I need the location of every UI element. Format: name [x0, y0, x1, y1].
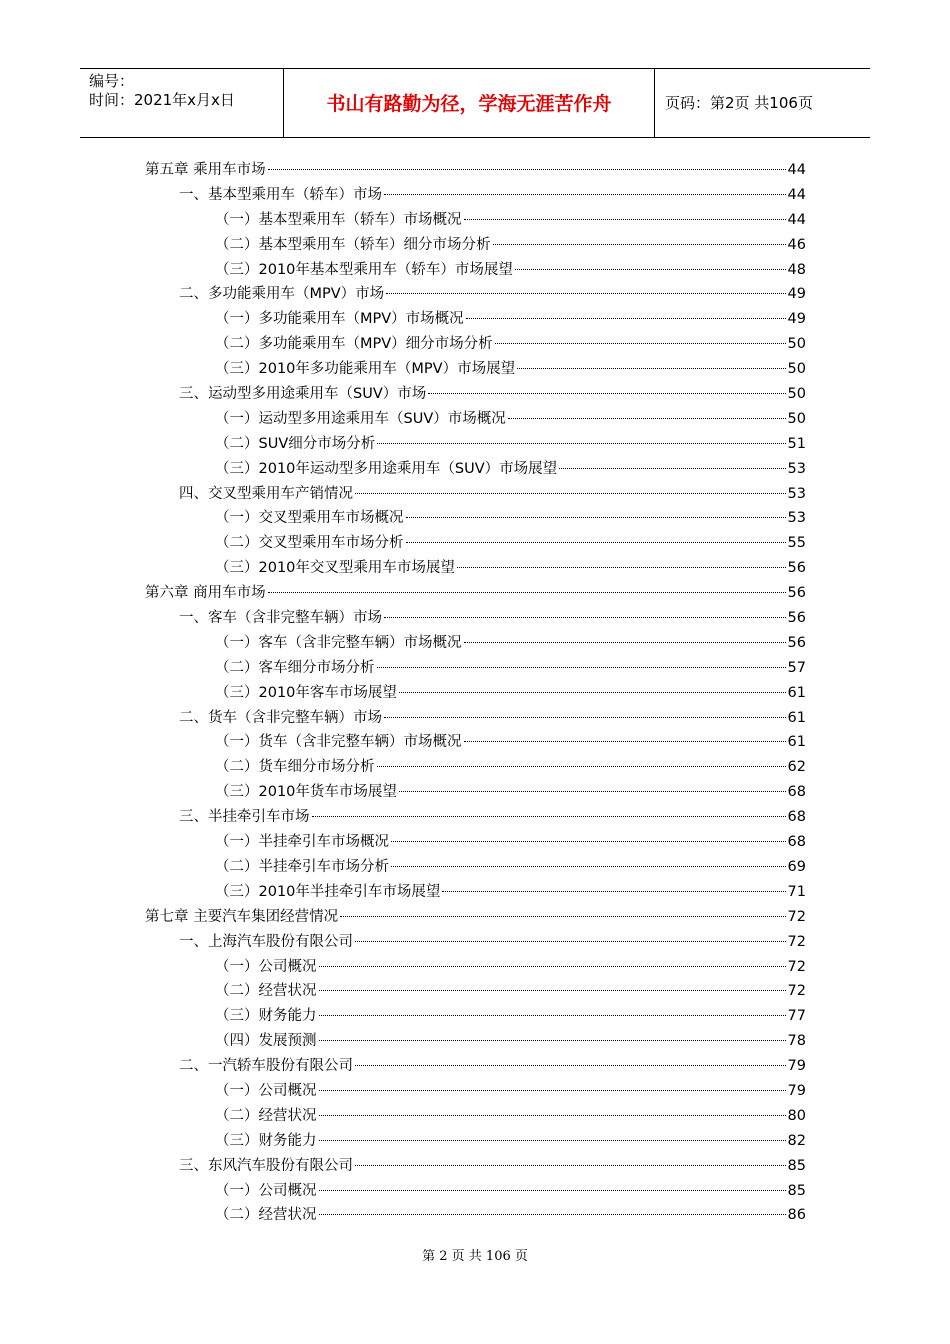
toc-dot-leader: [340, 916, 785, 917]
toc-entry-title: （三）2010年半挂牵引车市场展望: [215, 883, 441, 900]
toc-entry[interactable]: [145, 183, 806, 208]
toc-entry-title: 第七章 主要汽车集团经营情况: [145, 908, 339, 925]
toc-entry-title: （二）SUV细分市场分析: [215, 435, 376, 452]
toc-entry[interactable]: [145, 830, 806, 855]
document-date-label: 时间：2021年x月x日: [89, 91, 235, 109]
toc-entry-page-number: 56: [787, 610, 806, 627]
toc-entry-title: 四、交叉型乘用车产销情况: [179, 485, 353, 502]
toc-entry-page-number: 44: [787, 186, 806, 203]
toc-entry-page-number: 61: [787, 684, 806, 701]
toc-entry-title: （一）公司概况: [215, 1082, 317, 1099]
toc-dot-leader: [268, 169, 786, 170]
header-page-cell: [655, 69, 870, 137]
toc-entry-page-number: 68: [787, 834, 806, 851]
toc-entry-title: （二）货车细分市场分析: [215, 759, 375, 776]
toc-entry-title: （二）客车细分市场分析: [215, 659, 375, 676]
toc-entry[interactable]: [145, 1079, 806, 1104]
toc-entry-title: （一）运动型多用途乘用车（SUV）市场概况: [215, 410, 506, 427]
toc-entry-title: 三、东风汽车股份有限公司: [179, 1157, 353, 1174]
toc-entry[interactable]: [145, 556, 806, 581]
toc-entry-page-number: 72: [787, 958, 806, 975]
toc-entry-page-number: 79: [787, 1082, 806, 1099]
toc-dot-leader: [466, 318, 786, 319]
toc-entry-title: （三）财务能力: [215, 1008, 317, 1025]
toc-entry[interactable]: [145, 930, 806, 955]
toc-dot-leader: [319, 1214, 786, 1215]
toc-entry-page-number: 57: [787, 659, 806, 676]
toc-dot-leader: [355, 941, 786, 942]
toc-entry-page-number: 79: [787, 1058, 806, 1075]
toc-entry-page-number: 44: [787, 211, 806, 228]
toc-entry[interactable]: [145, 531, 806, 556]
toc-dot-leader: [312, 816, 786, 817]
toc-entry-page-number: 50: [787, 361, 806, 378]
header-page-info: 页码：第2页 共106页: [665, 94, 813, 112]
toc-dot-leader: [384, 194, 786, 195]
toc-entry-title: （二）经营状况: [215, 1207, 317, 1224]
toc-entry-page-number: 53: [787, 460, 806, 477]
toc-entry[interactable]: [145, 755, 806, 780]
toc-dot-leader: [442, 891, 785, 892]
toc-entry[interactable]: [145, 307, 806, 332]
toc-entry[interactable]: [145, 1029, 806, 1054]
toc-entry-page-number: 56: [787, 634, 806, 651]
toc-entry[interactable]: [145, 656, 806, 681]
page-footer: 第 2 页 共 106 页: [422, 1249, 528, 1264]
toc-entry-page-number: 72: [787, 983, 806, 1000]
toc-entry-page-number: 77: [787, 1008, 806, 1025]
toc-entry-page-number: 50: [787, 410, 806, 427]
toc-entry[interactable]: [145, 1054, 806, 1079]
toc-entry[interactable]: [145, 606, 806, 631]
toc-entry[interactable]: [145, 805, 806, 830]
toc-entry[interactable]: [145, 955, 806, 980]
toc-dot-leader: [377, 766, 786, 767]
toc-entry-page-number: 85: [787, 1157, 806, 1174]
toc-entry[interactable]: [145, 706, 806, 731]
toc-entry-title: （三）2010年交叉型乘用车市场展望: [215, 560, 455, 577]
toc-entry-page-number: 49: [787, 286, 806, 303]
toc-dot-leader: [559, 468, 785, 469]
toc-entry-title: （三）财务能力: [215, 1132, 317, 1149]
toc-entry[interactable]: [145, 880, 806, 905]
toc-dot-leader: [319, 1090, 786, 1091]
toc-dot-leader: [495, 343, 786, 344]
toc-entry[interactable]: [145, 407, 806, 432]
toc-dot-leader: [515, 269, 786, 270]
toc-dot-leader: [355, 493, 786, 494]
toc-entry[interactable]: [145, 432, 806, 457]
toc-entry-page-number: 46: [787, 236, 806, 253]
toc-entry-page-number: 61: [787, 709, 806, 726]
toc-entry[interactable]: [145, 1004, 806, 1029]
toc-entry-title: （一）公司概况: [215, 1182, 317, 1199]
toc-dot-leader: [464, 741, 786, 742]
toc-entry-title: 二、一汽轿车股份有限公司: [179, 1058, 353, 1075]
toc-entry-title: （三）2010年运动型多用途乘用车（SUV）市场展望: [215, 460, 558, 477]
toc-entry-page-number: 71: [787, 883, 806, 900]
toc-entry-page-number: 72: [787, 908, 806, 925]
toc-entry[interactable]: [145, 855, 806, 880]
toc-entry[interactable]: [145, 1203, 806, 1228]
toc-entry[interactable]: [145, 905, 806, 930]
toc-dot-leader: [517, 368, 785, 369]
toc-entry-page-number: 85: [787, 1182, 806, 1199]
toc-entry[interactable]: [145, 979, 806, 1004]
toc-entry[interactable]: [145, 1154, 806, 1179]
toc-dot-leader: [464, 642, 786, 643]
toc-entry-title: （二）半挂牵引车市场分析: [215, 858, 389, 875]
toc-entry-title: （一）半挂牵引车市场概况: [215, 834, 389, 851]
toc-dot-leader: [319, 1040, 786, 1041]
toc-entry[interactable]: [145, 631, 806, 656]
toc-dot-leader: [319, 1140, 786, 1141]
toc-entry-page-number: 80: [787, 1107, 806, 1124]
page-header: [80, 68, 870, 138]
toc-entry-page-number: 48: [787, 261, 806, 278]
toc-entry-title: 二、货车（含非完整车辆）市场: [179, 709, 382, 726]
toc-dot-leader: [355, 1165, 786, 1166]
toc-entry-page-number: 68: [787, 809, 806, 826]
toc-entry-page-number: 53: [787, 510, 806, 527]
toc-entry-title: （三）2010年多功能乘用车（MPV）市场展望: [215, 361, 516, 378]
toc-entry[interactable]: [145, 332, 806, 357]
toc-dot-leader: [464, 219, 786, 220]
toc-entry-title: （二）经营状况: [215, 983, 317, 1000]
toc-entry-title: （一）客车（含非完整车辆）市场概况: [215, 634, 462, 651]
toc-entry-page-number: 51: [787, 435, 806, 452]
toc-dot-leader: [319, 1115, 786, 1116]
toc-entry-page-number: 61: [787, 734, 806, 751]
toc-entry-title: （三）2010年基本型乘用车（轿车）市场展望: [215, 261, 513, 278]
toc-entry-title: 三、半挂牵引车市场: [179, 809, 310, 826]
toc-entry-title: （二）经营状况: [215, 1107, 317, 1124]
toc-entry-page-number: 56: [787, 585, 806, 602]
toc-entry[interactable]: [145, 1104, 806, 1129]
toc-entry[interactable]: [145, 357, 806, 382]
toc-entry[interactable]: [145, 158, 806, 183]
toc-entry[interactable]: [145, 457, 806, 482]
toc-dot-leader: [457, 567, 786, 568]
toc-entry-title: （四）发展预测: [215, 1033, 317, 1050]
toc-entry-page-number: 50: [787, 386, 806, 403]
toc-entry[interactable]: [145, 382, 806, 407]
toc-entry-page-number: 78: [787, 1033, 806, 1050]
toc-entry-page-number: 55: [787, 535, 806, 552]
toc-dot-leader: [406, 517, 786, 518]
toc-dot-leader: [319, 966, 786, 967]
toc-entry-title: 第五章 乘用车市场: [145, 162, 266, 178]
toc-entry[interactable]: [145, 780, 806, 805]
toc-dot-leader: [319, 1015, 786, 1016]
toc-entry-title: 第六章 商用车市场: [145, 585, 266, 602]
toc-dot-leader: [384, 717, 786, 718]
toc-dot-leader: [428, 393, 785, 394]
toc-entry-page-number: 86: [787, 1207, 806, 1224]
toc-entry[interactable]: [145, 233, 806, 258]
toc-dot-leader: [391, 841, 786, 842]
toc-entry-page-number: 56: [787, 560, 806, 577]
toc-entry-title: 一、上海汽车股份有限公司: [179, 933, 353, 950]
toc-entry-title: （一）公司概况: [215, 958, 317, 975]
toc-dot-leader: [508, 418, 786, 419]
toc-entry-title: 三、运动型多用途乘用车（SUV）市场: [179, 386, 427, 403]
toc-dot-leader: [391, 866, 786, 867]
toc-entry-title: 二、多功能乘用车（MPV）市场: [179, 286, 385, 303]
toc-entry-page-number: 50: [787, 336, 806, 353]
toc-entry[interactable]: [145, 1129, 806, 1154]
toc-entry-title: （一）货车（含非完整车辆）市场概况: [215, 734, 462, 751]
toc-entry[interactable]: [145, 1179, 806, 1204]
toc-entry-title: （二）多功能乘用车（MPV）细分市场分析: [215, 336, 493, 353]
toc-dot-leader: [319, 990, 786, 991]
toc-entry[interactable]: [145, 581, 806, 606]
toc-entry[interactable]: [145, 258, 806, 283]
header-motto: 书山有路勤为径，学海无涯苦作舟: [326, 93, 612, 115]
toc-entry-page-number: 68: [787, 784, 806, 801]
table-of-contents: [145, 158, 806, 1228]
toc-dot-leader: [319, 1190, 786, 1191]
header-info-cell: [80, 69, 284, 137]
toc-entry-page-number: 69: [787, 858, 806, 875]
toc-entry-title: （一）基本型乘用车（轿车）市场概况: [215, 211, 462, 228]
toc-entry-page-number: 72: [787, 933, 806, 950]
toc-entry-title: （一）多功能乘用车（MPV）市场概况: [215, 311, 464, 328]
toc-entry[interactable]: [145, 730, 806, 755]
toc-dot-leader: [377, 443, 785, 444]
toc-dot-leader: [399, 692, 786, 693]
toc-entry-title: 一、基本型乘用车（轿车）市场: [179, 186, 382, 203]
toc-entry-page-number: 53: [787, 485, 806, 502]
toc-dot-leader: [355, 1065, 786, 1066]
toc-entry-page-number: 82: [787, 1132, 806, 1149]
toc-entry[interactable]: [145, 482, 806, 507]
toc-dot-leader: [386, 293, 785, 294]
toc-entry-title: （三）2010年客车市场展望: [215, 684, 397, 701]
toc-dot-leader: [399, 791, 786, 792]
toc-entry[interactable]: [145, 208, 806, 233]
toc-entry-page-number: 44: [787, 162, 806, 178]
toc-entry-title: （一）交叉型乘用车市场概况: [215, 510, 404, 527]
toc-dot-leader: [268, 592, 786, 593]
toc-dot-leader: [406, 542, 786, 543]
toc-dot-leader: [377, 667, 786, 668]
toc-entry[interactable]: [145, 681, 806, 706]
toc-entry[interactable]: [145, 282, 806, 307]
toc-entry-page-number: 62: [787, 759, 806, 776]
toc-entry-page-number: 49: [787, 311, 806, 328]
header-motto-cell: [284, 69, 655, 137]
toc-entry-title: 一、客车（含非完整车辆）市场: [179, 610, 382, 627]
toc-entry[interactable]: [145, 506, 806, 531]
toc-dot-leader: [384, 617, 786, 618]
toc-dot-leader: [493, 244, 786, 245]
toc-entry-title: （三）2010年货车市场展望: [215, 784, 397, 801]
document-number-label: 编号：: [89, 72, 135, 90]
toc-entry-title: （二）基本型乘用车（轿车）细分市场分析: [215, 236, 491, 253]
toc-entry-title: （二）交叉型乘用车市场分析: [215, 535, 404, 552]
